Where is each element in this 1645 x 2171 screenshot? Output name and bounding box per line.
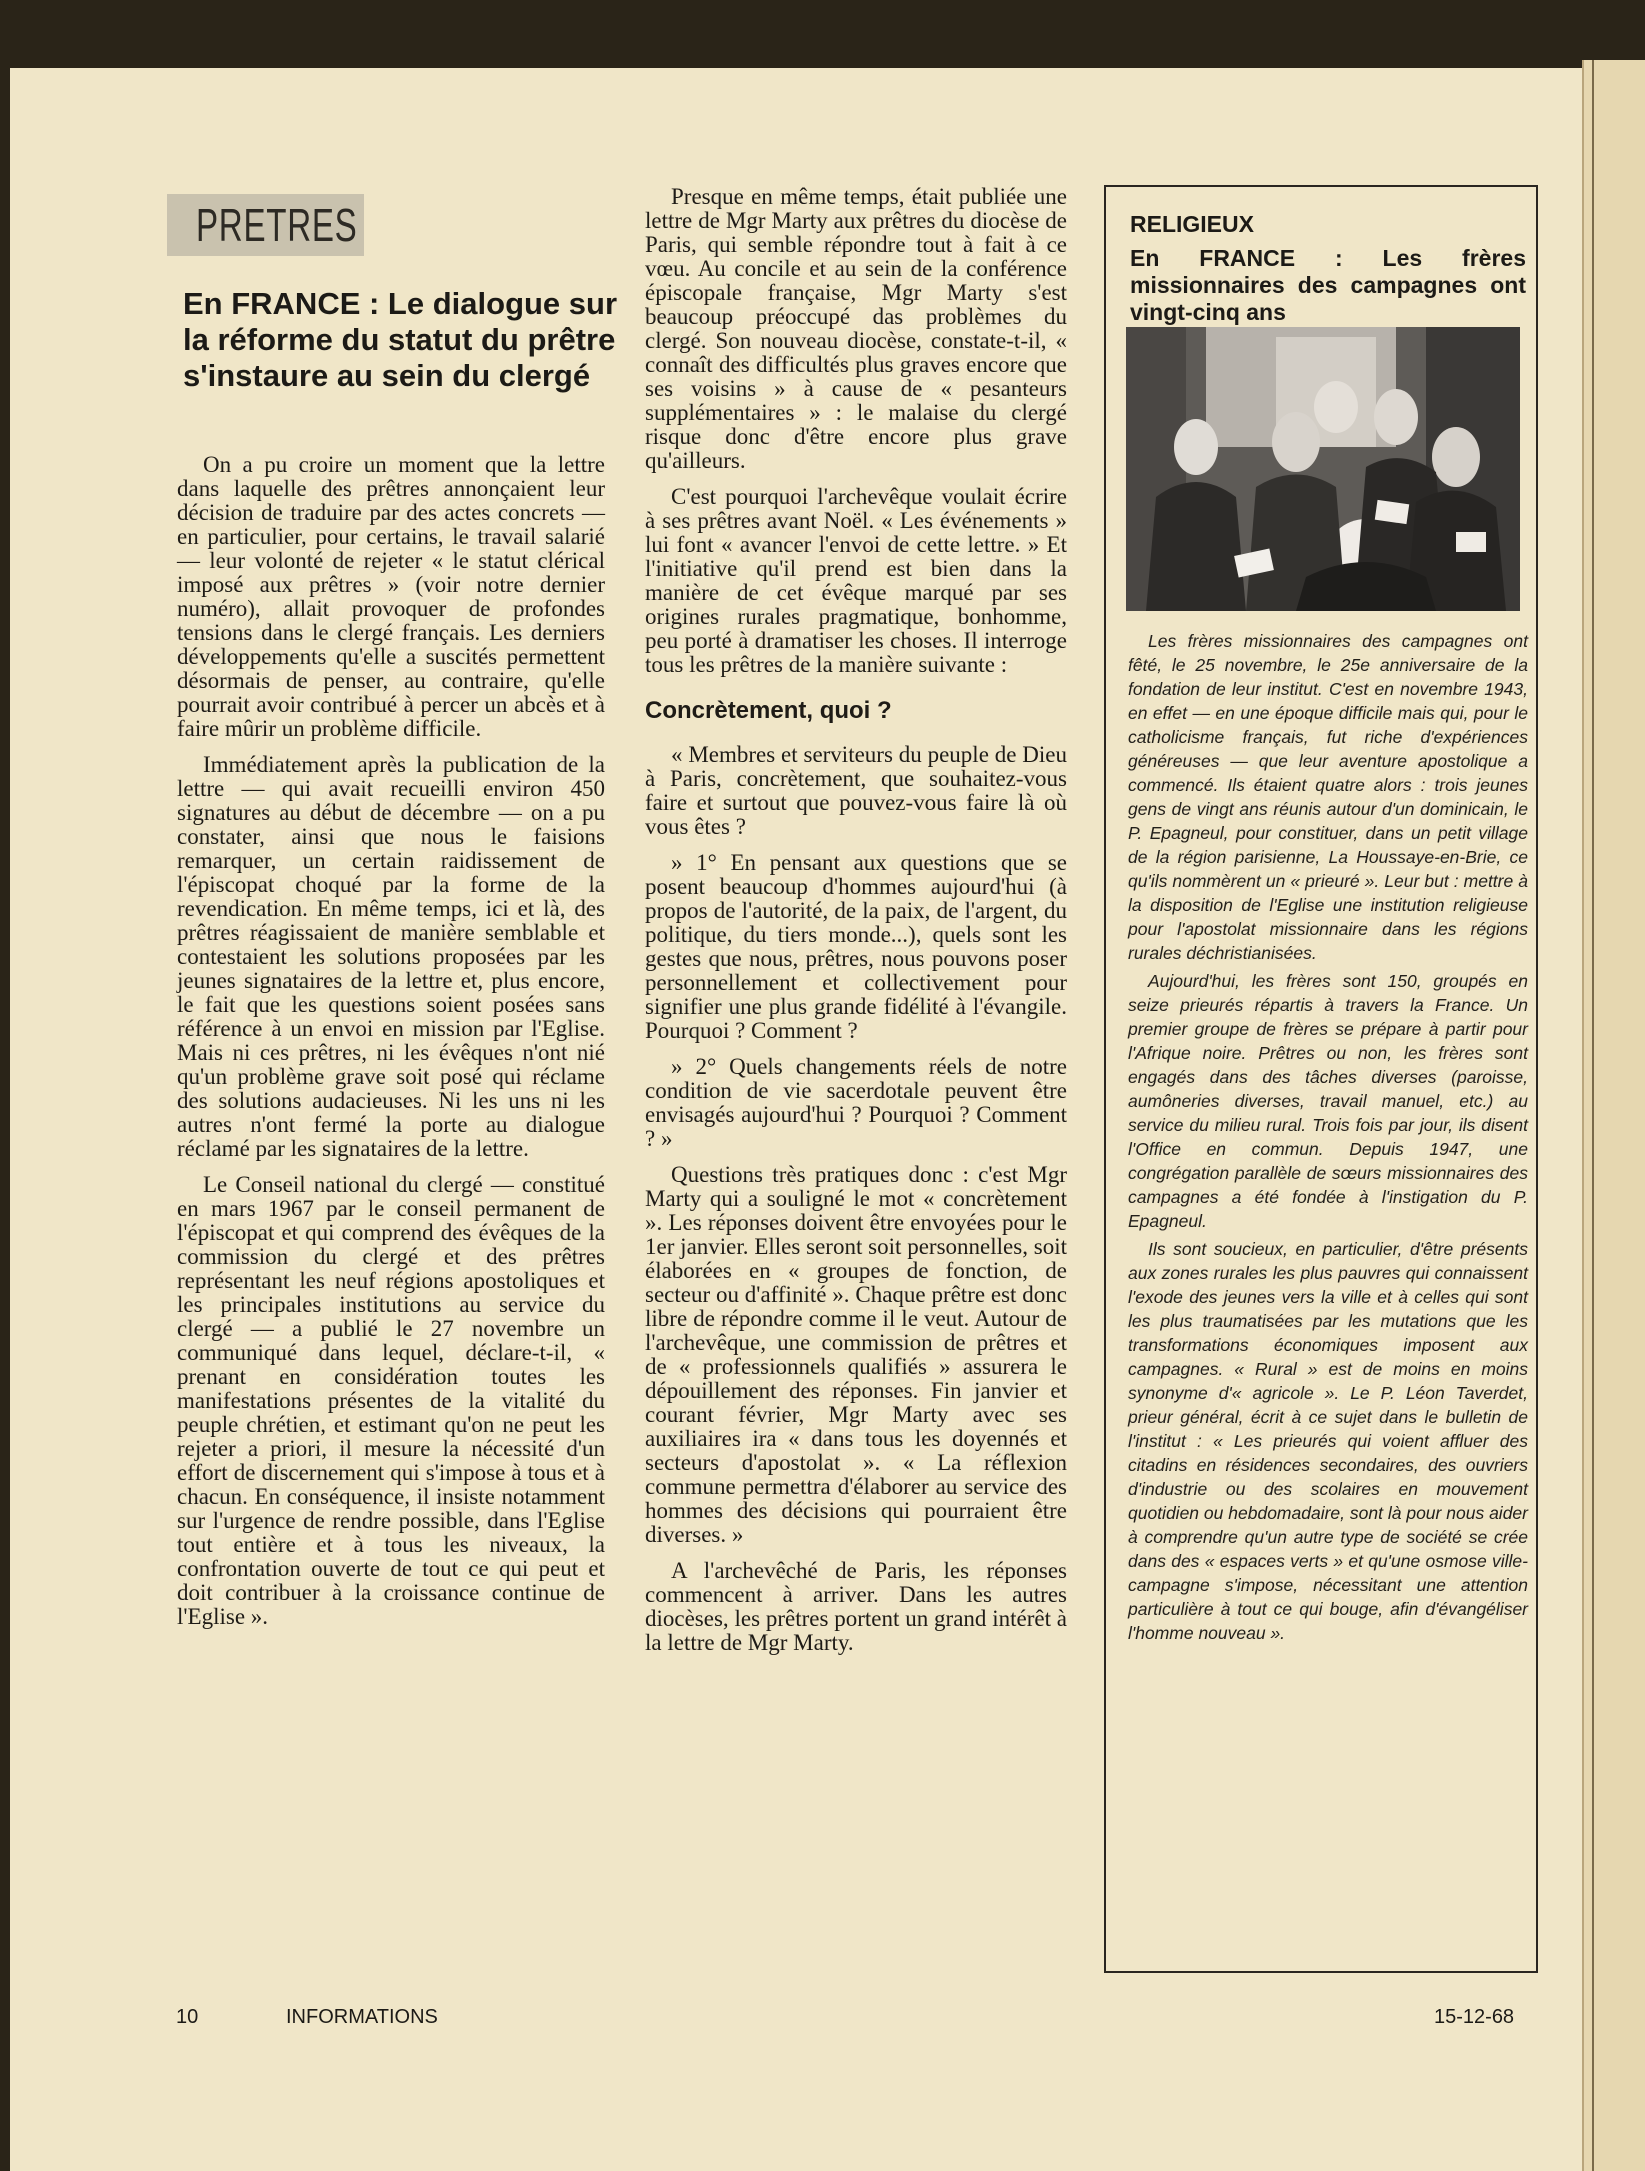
column-2 [645,185,1067,1667]
paragraph: Ils sont soucieux, en particulier, d'être présents aux zones rurales les plus pauvres qui connaissent l'exode des jeunes vers la ville et à celles qui sont les plus traumatisées par les mutations que les transformations économiques imposent aux campagnes. « Rural » est de moins en moins synonyme d'« agricole ». Le P. Léon Taverdet, prieur général, écrit à ce sujet dans le bulletin de l'institut : « Les prieurés qui voient affluer des citadins en résidences secondaires, des ouvriers d'industrie ou des scolaires en mouvement quotidien ou hebdomadaire, sont là pour nous aider à comprendre qu'un autre type de société se crée dans des « espaces verts » et qu'une osmose ville-campagne s'impose, nécessitant une attention particulière à tout ce qui bouge, afin d'évangéliser l'homme nouveau ». [1128,1239,1528,1643]
subheading: Concrètement, quoi ? [645,697,892,724]
paragraph: Immédiatement après la publication de la lettre — qui avait recueilli environ 450 signatures au début de décembre — on a pu constater, ainsi que nous le faisions remarquer, un certain raidissement de l'épiscopat choqué par la forme de la revendication. En même temps, ici et là, des prêtres réagissaient de manière semblable et contestaient les solutions proposées par les jeunes signataires de la lettre et, plus encore, le fait que les questions soient posées sans référence à un envoi en mission par l'Eglise. Mais ni ces prêtres, ni les évêques n'ont nié qu'un problème grave soit posé qui réclame des solutions audacieuses. Ni les uns ni les autres n'ont fermé la porte au dialogue réclamé par les signataires de la lettre. [177,752,605,1161]
column-1 [177,453,605,1641]
section-label: PRETRES [196,199,358,251]
article-headline: En FRANCE : Le dialogue sur la réforme du statut du prêtre s'instaure au sein du clergé [183,286,618,393]
sidebar-title: En FRANCE : Les frères missionnaires des campagnes ont vingt-cinq ans [1130,245,1526,325]
paragraph: C'est pourquoi l'archevêque voulait écrire à ses prêtres avant Noël. « Les événements » lui font « avancer l'envoi de cette lettre. » Et l'initiative qu'il prend est bien dans la manière de cet évêque marqué par ses origines rurales pragmatique, bonhomme, peu porté à dramatiser les choses. Il interroge tous les prêtres de la manière suivante : [645,484,1067,677]
paragraph: On a pu croire un moment que la lettre dans laquelle des prêtres annonçaient leur décision de traduire par des actes concrets — en particulier, pour certains, le travail salarié — leur volonté de rejeter « le statut clérical imposé aux prêtres » (voir notre dernier numéro), allait provoquer de profondes tensions dans le clergé français. Les derniers développements qu'elle a suscités permettent désormais de penser, au contraire, qu'elle pourrait avoir contribué à percer un abcès et à faire mûrir un problème difficile. [177,452,605,741]
binding-line [1592,60,1594,2171]
paragraph: » 1° En pensant aux questions que se posent beaucoup d'hommes aujourd'hui (à propos de l'autorité, de la paix, de l'argent, du politique, du tiers monde...), quels sont les gestes que nous, prêtres, nous pouvons poser personnellement et collectivement pour signifier une plus grande fidélité à l'évangile. Pourquoi ? Comment ? [645,850,1067,1043]
paragraph: Questions très pratiques donc : c'est Mgr Marty qui a souligné le mot « concrètement ». Les réponses doivent être envoyées pour le 1er janvier. Elles seront soit personnelles, soit élaborées en « groupes de fonction, de secteur ou d'affinité ». Chaque prêtre est donc libre de répondre comme il le veut. Autour de l'archevêque, une commission de prêtres et de « professionnels qualifiés » assurera le dépouillement des réponses. Fin janvier et courant février, Mgr Marty avec ses auxiliaires ira « dans tous les doyennés et secteurs d'apostolat ». « La réflexion commune permettra d'élaborer au service des hommes des décisions qui pourraient être diverses. » [645,1162,1067,1547]
paragraph: A l'archevêché de Paris, les réponses commencent à arriver. Dans les autres diocèses, les prêtres portent un grand intérêt à la lettre de Mgr Marty. [645,1558,1067,1655]
photo-monks-reading [1126,327,1520,611]
paragraph: Aujourd'hui, les frères sont 150, groupés en seize prieurés répartis à travers la France. Un premier groupe de frères se prépare à partir pour l'Afrique noire. Prêtres ou non, les frères sont engagés dans des tâches diverses (paroisse, aumôneries diverses, travail manuel, etc.) au service du milieu rural. Trois fois par jour, ils disent l'Office en commun. Depuis 1947, une congrégation parallèle de sœurs missionnaires des campagnes a été fondée à l'instigation du P. Epagneul. [1128,971,1528,1231]
page-number: 10 [176,2006,199,2028]
sidebar-box [1104,185,1538,1973]
paragraph: Presque en même temps, était publiée une lettre de Mgr Marty aux prêtres du diocèse de Paris, qui semble répondre tout à fait à ce vœu. Au concile et au sein de la conférence épiscopale française, Mgr Marty s'est beaucoup préoccupé das problèmes du clergé. Son nouveau diocèse, constate-t-il, « connaît des difficultés plus graves encore que ses voisins » à cause de « pesanteurs supplémentaires » : le malaise du clergé risque donc d'être encore plus grave qu'ailleurs. [645,184,1067,473]
photo-image [1126,327,1520,611]
paragraph: Le Conseil national du clergé — constitué en mars 1967 par le conseil permanent de l'épiscopat et qui comprend des évêques de la commission du clergé et des prêtres représentant les neuf régions apostoliques et les principales institutions au service du clergé — a publié le 27 novembre un communiqué dans lequel, déclare-t-il, « prenant en considération toutes les manifestations présentes de la vitalité du peuple chrétien, et estimant qu'on ne peut les rejeter a priori, il mesure la nécessité d'un effort de discernement qui s'impose à tous et à chacun. En conséquence, il insiste notamment sur l'urgence de rendre possible, dans l'Eglise tout entière et à tous les niveaux, la confrontation ouverte de tout ce qui peut et doit contribuer à la croissance continue de l'Eglise ». [177,1172,605,1629]
sidebar-category: RELIGIEUX [1130,211,1254,237]
paragraph: « Membres et serviteurs du peuple de Dieu à Paris, concrètement, que souhaitez-vous faire et surtout que pouvez-vous faire là où vous êtes ? [645,742,1067,839]
sidebar-text [1128,629,1528,1649]
magazine-name: INFORMATIONS [286,2006,438,2028]
paragraph: » 2° Quels changements réels de notre condition de vie sacerdotale peuvent être envisagés aujourd'hui ? Pourquoi ? Comment ? » [645,1054,1067,1151]
paragraph: Les frères missionnaires des campagnes ont fêté, le 25 novembre, le 25e anniversaire de la fondation de leur institut. C'est en novembre 1943, en effet — en une époque difficile mais qui, pour le catholicisme français, fut riche d'expériences généreuses — que leur aventure apostolique a commencé. Ils étaient quatre alors : trois jeunes gens de vingt ans réunis autour d'un dominicain, le P. Epagneul, pour constituer, dans un petit village de la région parisienne, La Houssaye-en-Brie, ce qu'ils nommèrent un « prieuré ». Leur but : mettre à la disposition de l'Eglise une institution religieuse pour l'apostolat missionnaire dans les régions rurales déchristianisées. [1128,631,1528,963]
issue-date: 15-12-68 [1434,2006,1515,2028]
